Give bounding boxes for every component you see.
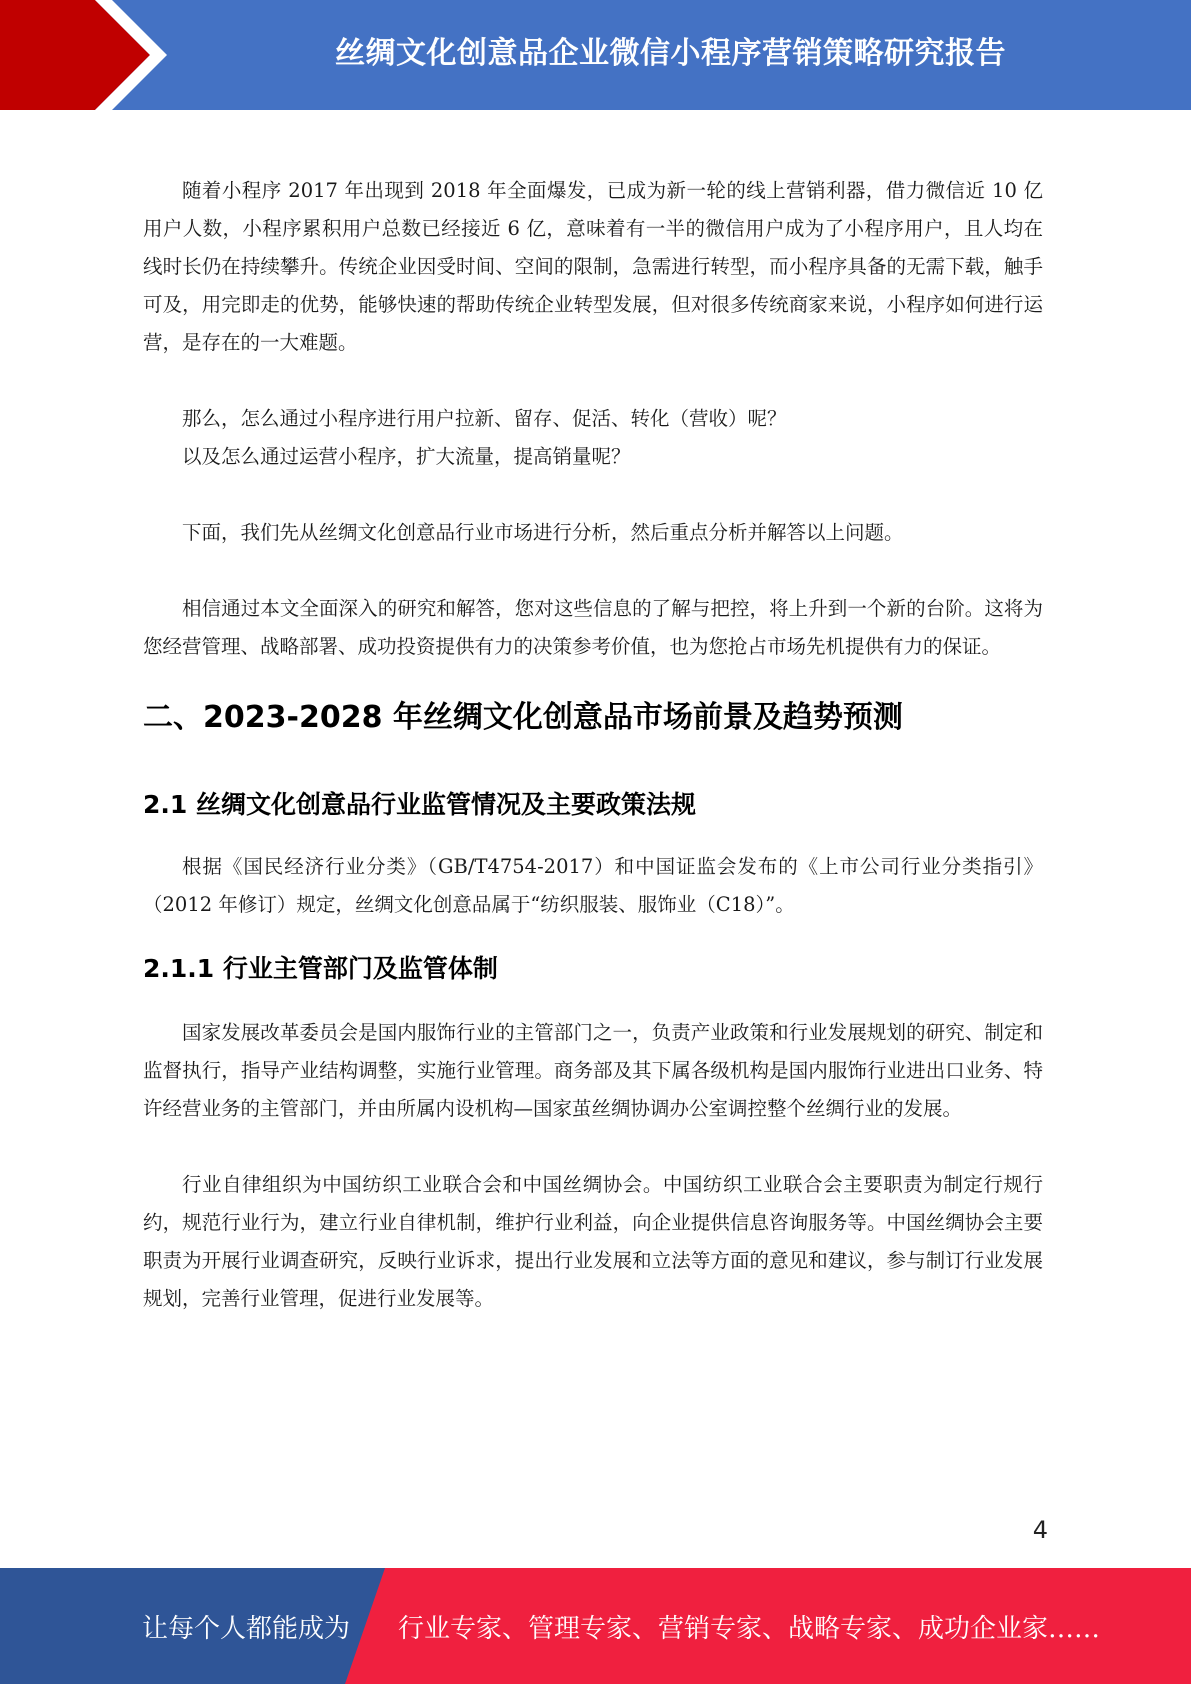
page-header: [0, 0, 1191, 110]
subsection-heading: 2.1 丝绸文化创意品行业监管情况及主要政策法规: [143, 790, 696, 819]
page-footer: [0, 1568, 1191, 1684]
footer-slogan-right: 行业专家、管理专家、营销专家、战略专家、成功企业家……: [398, 1613, 1101, 1644]
transition-paragraph: 下面，我们先从丝绸文化创意品行业市场进行分析，然后重点分析并解答以上问题。: [182, 521, 904, 544]
question-paragraph-1: 那么，怎么通过小程序进行用户拉新、留存、促活、转化（营收）呢？: [182, 407, 787, 430]
value-paragraph: 相信通过本文全面深入的研究和解答，您对这些信息的了解与把控，将上升到一个新的台阶。这将为您经营管理、战略部署、成功投资提供有力的决策参考价值，也为您抢占市场先机提供有力的保证。: [143, 597, 1043, 658]
subsubsection-heading: 2.1.1 行业主管部门及监管体制: [143, 954, 498, 983]
section-heading: 二、2023-2028 年丝绸文化创意品市场前景及趋势预测: [143, 700, 903, 735]
question-paragraph-2: 以及怎么通过运营小程序，扩大流量，提高销量呢？: [182, 445, 631, 468]
footer-slogan-left: 让每个人都能成为: [142, 1613, 351, 1644]
intro-paragraph: 随着小程序 2017 年出现到 2018 年全面爆发，已成为新一轮的线上营销利器，借力微信近 10 亿用户人数，小程序累积用户总数已经接近 6 亿，意味着有一半的微信用户成为了小程序用户，且人均在线时长仍在持续攀升。传统企业因受时间、空间的限制，急需进行转型，而小程序具备的无需下载，触手可及，用完即走的优势，能够快速的帮助传统企业转型发展，但对很多传统商家来说，小程序如何进行运营，是存在的一大难题。: [143, 179, 1043, 354]
page-body: [143, 172, 1043, 1318]
page-number: 4: [1032, 1516, 1048, 1544]
self-regulation-paragraph: 行业自律组织为中国纺织工业联合会和中国丝绸协会。中国纺织工业联合会主要职责为制定行规行约，规范行业行为，建立行业自律机制，维护行业利益，向企业提供信息咨询服务等。中国丝绸协会主要职责为开展行业调查研究，反映行业诉求，提出行业发展和立法等方面的意见和建议，参与制订行业发展规划，完善行业管理，促进行业发展等。: [143, 1173, 1043, 1310]
regulator-paragraph: 国家发展改革委员会是国内服饰行业的主管部门之一，负责产业政策和行业发展规划的研究、制定和监督执行，指导产业结构调整，实施行业管理。商务部及其下属各级机构是国内服饰行业进出口业务、特许经营业务的主管部门，并由所属内设机构—国家茧丝绸协调办公室调控整个丝绸行业的发展。: [143, 1021, 1043, 1120]
classification-paragraph: 根据《国民经济行业分类》（GB/T4754-2017）和中国证监会发布的《上市公司行业分类指引》（2012 年修订）规定，丝绸文化创意品属于“纺织服装、服饰业（C18）”。: [143, 855, 1043, 916]
report-title: 丝绸文化创意品企业微信小程序营销策略研究报告: [335, 36, 1006, 71]
